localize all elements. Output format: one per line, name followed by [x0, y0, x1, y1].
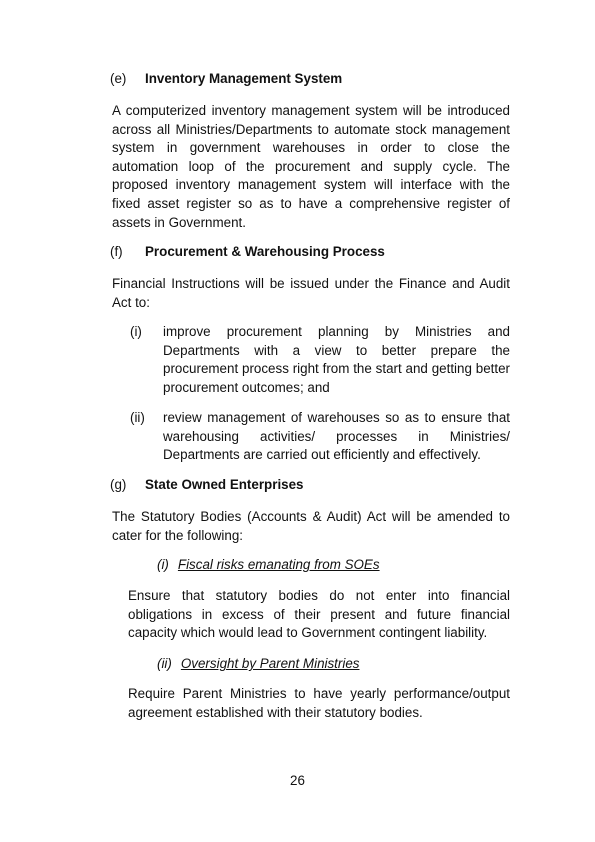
section-g-marker: (g) [110, 477, 127, 492]
section-g-subhead-1-number: (i) [157, 557, 169, 572]
section-f-item-2-number: (ii) [130, 410, 145, 425]
section-f-item-2-text: review management of warehouses so as to ensure that warehousing activities/ processes in Ministries/ Departments are carried out efficiently and effectively. [163, 410, 510, 463]
section-g-subsection-2-text: Require Parent Ministries to have yearly performance/output agreement established with their statutory bodies. [128, 686, 510, 720]
section-g-body: The Statutory Bodies (Accounts & Audit) Act will be amended to cater for the following: [112, 509, 510, 543]
section-g-subhead-2 [157, 655, 359, 674]
section-f-marker: (f) [110, 244, 123, 259]
section-g-title: State Owned Enterprises [145, 477, 304, 492]
section-f-item-1-number: (i) [130, 324, 142, 339]
section-e-heading [110, 71, 510, 86]
section-g-heading [110, 477, 510, 492]
section-f-title: Procurement & Warehousing Process [145, 244, 385, 259]
section-g-subhead-1 [157, 556, 380, 575]
section-g-subhead-1-label: Fiscal risks emanating from SOEs [177, 557, 380, 572]
page-number: 26 [290, 773, 305, 788]
section-g-subsection-1-text: Ensure that statutory bodies do not enter into financial obligations in excess of their present and future financial capacity which would lead to Government contingent liability. [128, 588, 510, 641]
section-f-heading [110, 244, 510, 259]
section-g-subhead-2-label: Oversight by Parent Ministries [180, 656, 360, 671]
section-e-title: Inventory Management System [145, 71, 343, 86]
section-f-item-1-text: improve procurement planning by Ministries and Departments with a view to better prepare the procurement process right from the start and getting better procurement outcomes; and [163, 324, 510, 395]
section-e-body: A computerized inventory management system will be introduced across all Ministries/Departments to automate stock management system in government warehouses in order to close the automation loop of the procurement and supply cycle. The proposed inventory management system will interface with the fixed asset register so as to have a comprehensive register of assets in Government. [112, 103, 510, 230]
section-e-marker: (e) [110, 71, 127, 86]
section-g-subhead-2-number: (ii) [157, 656, 172, 671]
section-f-body: Financial Instructions will be issued under the Finance and Audit Act to: [112, 276, 510, 310]
